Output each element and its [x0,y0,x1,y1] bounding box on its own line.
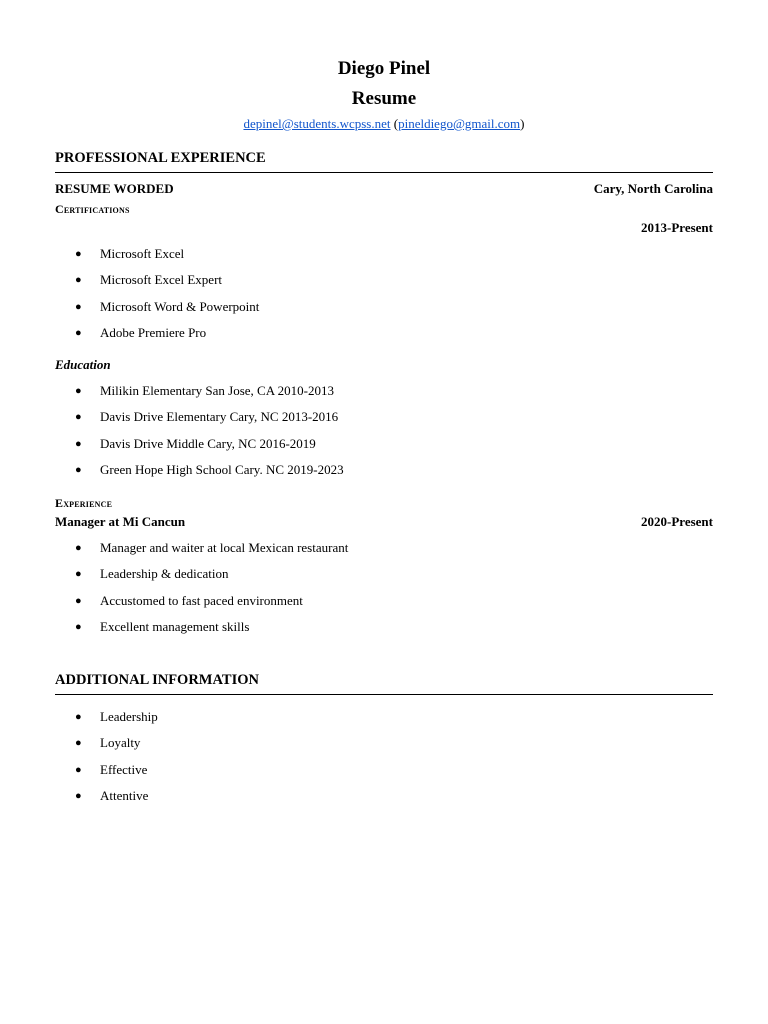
bullet-icon: ● [75,621,82,634]
email-primary-link[interactable]: depinel@students.wcpss.net [243,116,391,131]
paren-close: ) [520,116,525,131]
paren-open: ( [393,116,399,131]
list-item: ● Effective [75,761,148,777]
org-row [55,180,713,198]
section-heading-additional-information: ADDITIONAL INFORMATION [55,670,713,695]
experience-role-row [55,513,713,531]
list-item: ● Loyalty [75,735,141,751]
list-item: ● Davis Drive Middle Cary, NC 2016-2019 [75,435,316,451]
bullet-icon: ● [75,248,82,260]
certifications-list [55,245,259,351]
bullet-icon: ● [75,464,82,477]
bullet-icon: ● [75,790,82,803]
bullet-icon: ● [75,568,82,581]
additional-info-list [55,708,158,814]
bullet-icon: ● [75,385,82,397]
section-heading-professional-experience: PROFESSIONAL EXPERIENCE [55,148,713,173]
bullet-icon: ● [75,300,82,313]
org-location: Cary, North Carolina [593,181,713,196]
email-secondary-link[interactable]: pineldiego@gmail.com [398,116,521,131]
list-item: ● Microsoft Excel Expert [75,272,223,288]
bullet-icon: ● [75,594,82,607]
bullet-icon: ● [75,542,82,554]
bullet-icon: ● [75,411,82,424]
resume-title: Resume [351,88,417,109]
experience-role: Manager at Mi Cancun [55,514,186,529]
bullet-icon: ● [75,737,82,750]
list-item: ● Microsoft Word & Powerpoint [75,298,260,314]
list-item: ● Davis Drive Elementary Cary, NC 2013-2016 [75,409,339,425]
education-list [55,382,344,488]
list-item: ● Leadership [75,709,158,724]
list-item: ● Green Hope High School Cary. NC 2019-2023 [75,462,344,478]
bullet-icon: ● [75,763,82,776]
list-item: ● Milikin Elementary San Jose, CA 2010-2013 [75,383,334,398]
list-item: ● Excellent management skills [75,619,250,635]
experience-dates: 2020-Present [641,514,713,529]
list-item: ● Manager and waiter at local Mexican restaurant [75,540,349,555]
list-item: ● Microsoft Excel [75,246,185,261]
list-item: ● Accustomed to fast paced environment [75,592,303,608]
bullet-icon: ● [75,711,82,723]
education-heading: Education [55,357,111,372]
contact-line [55,115,713,133]
bullet-icon: ● [75,437,82,450]
certifications-dates: 2013-Present [641,220,713,235]
certifications-heading: Certifications [55,202,130,216]
bullet-icon: ● [75,327,82,340]
list-item: ● Leadership & dedication [75,566,229,582]
org-name: RESUME WORDED [55,181,174,196]
list-item: ● Adobe Premiere Pro [75,325,207,341]
experience-list [55,539,348,645]
experience-heading: Experience [55,496,113,510]
bullet-icon: ● [75,274,82,287]
list-item: ● Attentive [75,788,149,804]
resume-name: Diego Pinel [337,58,431,79]
